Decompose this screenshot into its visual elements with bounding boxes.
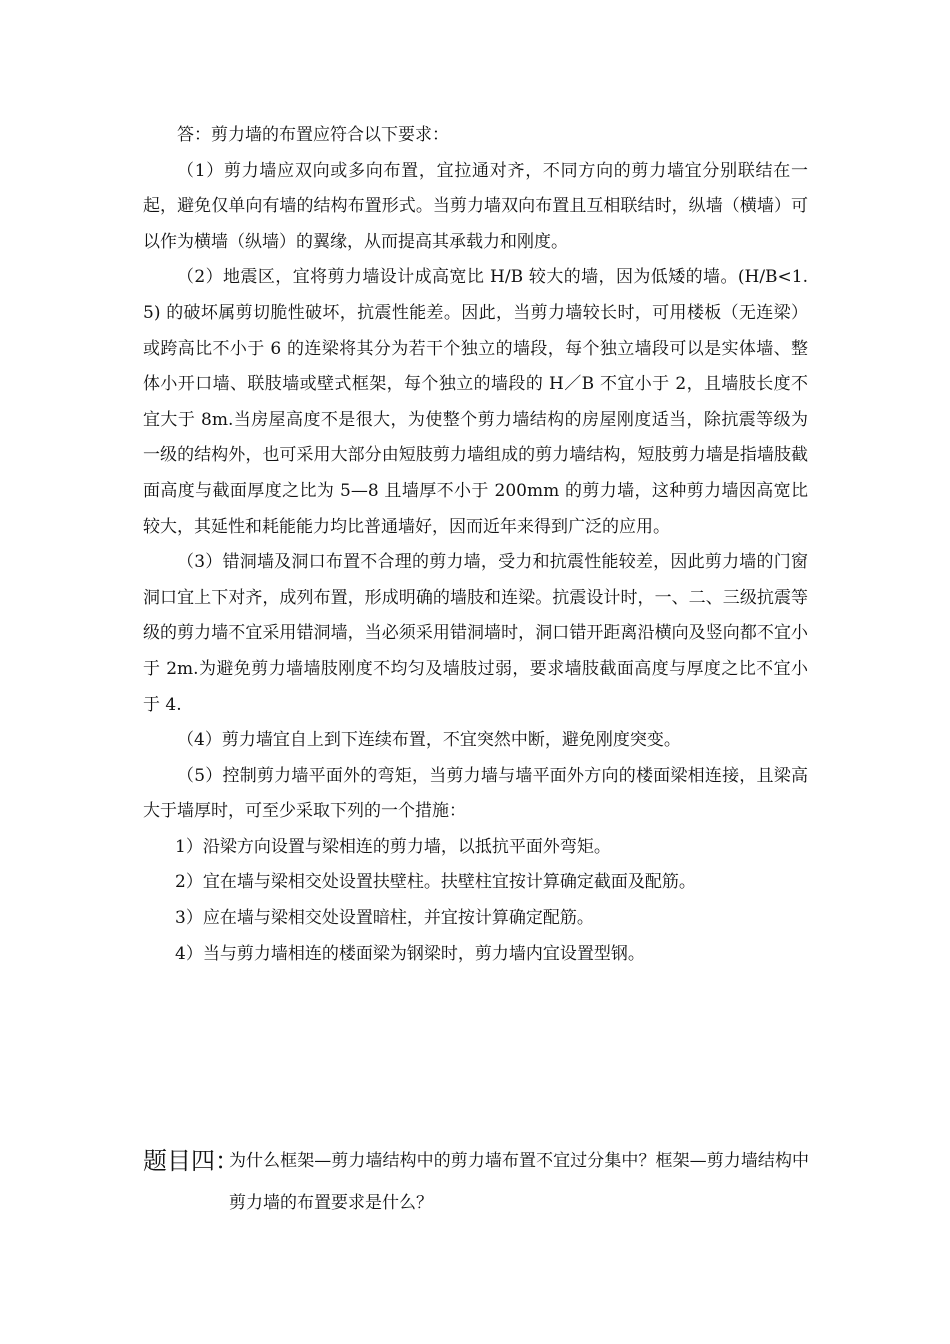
answer-paragraph-5: （5）控制剪力墙平面外的弯矩，当剪力墙与墙平面外方向的楼面梁相连接，且梁高大于墙厚时，可至少采取下列的一个措施： (143, 765, 808, 822)
answer-section (143, 118, 808, 972)
answer-paragraph-4: （4）剪力墙宜自上到下连续布置，不宜突然中断，避免刚度突变。 (177, 730, 681, 751)
answer-paragraph-2: （2）地震区，宜将剪力墙设计成高宽比 H/B 较大的墙，因为低矮的墙。(H/B<1.5) 的破坏属剪切脆性破坏，抗震性能差。因此，当剪力墙较长时，可用楼板（无连梁）或跨高比不小于 6 的连梁将其分为若干个独立的墙段，每个独立墙段可以是实体墙、整体小开口墙、联肢墙或壁式框架，每个独立的墙段的 H／B 不宜小于 2，且墙肢长度不宜大于 8m.当房屋高度不是很大，为使整个剪力墙结构的房屋刚度适当，除抗震等级为一级的结构外，也可采用大部分由短肢剪力墙组成的剪力墙结构，短肢剪力墙是指墙肢截面高度与截面厚度之比为 5—8 且墙厚不小于 200mm 的剪力墙，这种剪力墙因高宽比较大，其延性和耗能能力均比普通墙好，因而近年来得到广泛的应用。 (143, 267, 808, 537)
measure-item-3: 3）应在墙与梁相交处设置暗柱，并宜按计算确定配筋。 (175, 908, 594, 929)
answer-paragraph-1: （1）剪力墙应双向或多向布置，宜拉通对齐，不同方向的剪力墙宜分别联结在一起，避免仅单向有墙的结构布置形式。当剪力墙双向布置且互相联结时，纵墙（横墙）可以作为横墙（纵墙）的翼缘，从而提高其承载力和刚度。 (143, 160, 808, 252)
measure-item-4: 4）当与剪力墙相连的楼面梁为钢梁时，剪力墙内宜设置型钢。 (175, 943, 645, 964)
question-label: 题目四： (143, 1147, 239, 1175)
measure-item-2: 2）宜在墙与梁相交处设置扶壁柱。扶壁柱宜按计算确定截面及配筋。 (175, 872, 696, 893)
measures-list (143, 830, 808, 972)
measure-item-1: 1）沿梁方向设置与梁相连的剪力墙，以抵抗平面外弯矩。 (175, 836, 611, 857)
answer-paragraph-3: （3）错洞墙及洞口布置不合理的剪力墙，受力和抗震性能较差，因此剪力墙的门窗洞口宜上下对齐，成列布置，形成明确的墙肢和连梁。抗震设计时，一、二、三级抗震等级的剪力墙不宜采用错洞墙，当必须采用错洞墙时，洞口错开距离沿横向及竖向都不宜小于 2m.为避免剪力墙墙肢刚度不均匀及墙肢过弱，要求墙肢截面高度与厚度之比不宜小于 4. (143, 552, 808, 715)
answer-intro: 答：剪力墙的布置应符合以下要求： (177, 125, 449, 145)
question-text: 为什么框架—剪力墙结构中的剪力墙布置不宜过分集中？框架—剪力墙结构中剪力墙的布置要求是什么？ (229, 1151, 809, 1213)
